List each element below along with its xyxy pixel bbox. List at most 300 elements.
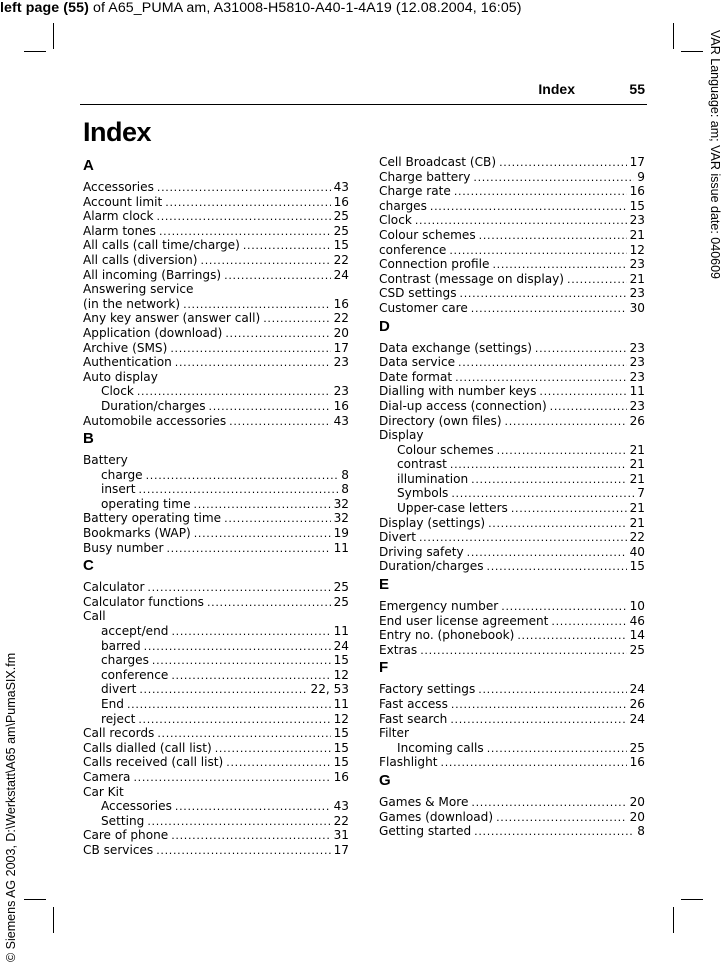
entry-page-number: 32 <box>333 496 349 511</box>
entry-label: Driving safety <box>379 544 464 559</box>
entry-page-number: 43 <box>333 413 349 428</box>
dot-leader <box>451 697 627 712</box>
dot-leader <box>263 311 330 326</box>
entry-label: Display (settings) <box>379 515 486 530</box>
entry-page-number: 20 <box>333 325 349 340</box>
entry-page-number: 21 <box>629 227 645 242</box>
entry-label: reject <box>101 711 136 726</box>
entry-label: Charge battery <box>379 169 471 184</box>
index-subentry <box>83 468 349 483</box>
index-subentry <box>379 443 645 458</box>
dot-leader <box>501 599 626 614</box>
index-entry <box>83 238 349 253</box>
entry-label: Customer care <box>379 300 468 315</box>
entry-page-number: 26 <box>629 413 645 428</box>
entry-label: Getting started <box>379 824 472 839</box>
dot-leader <box>215 741 331 756</box>
index-entry <box>83 580 349 595</box>
dot-leader <box>183 297 330 312</box>
entry-label: (in the network) <box>83 296 181 311</box>
dot-leader <box>226 755 330 770</box>
entry-label: divert <box>101 682 137 697</box>
entry-page-number: 32 <box>333 511 349 526</box>
entry-label: charge <box>101 467 143 482</box>
dot-leader <box>419 530 627 545</box>
dot-leader <box>492 257 626 272</box>
entry-page-number: 24 <box>629 682 645 697</box>
crop-mark <box>681 899 703 900</box>
entry-label: Calls dialled (call list) <box>83 740 212 755</box>
entry-label: Battery operating time <box>83 511 222 526</box>
entry-page-number: 7 <box>637 486 645 501</box>
index-entry <box>379 301 645 316</box>
index-entry <box>379 170 645 185</box>
dot-leader <box>137 384 331 399</box>
index-entry <box>379 795 645 810</box>
entry-label: operating time <box>101 496 191 511</box>
entry-label: Emergency number <box>379 599 499 614</box>
entry-page-number: 21 <box>629 515 645 530</box>
crop-mark <box>24 899 46 900</box>
dot-leader <box>415 213 627 228</box>
index-column-left <box>83 155 349 858</box>
index-group-label: Auto display <box>83 369 158 384</box>
entry-label: Camera <box>83 769 131 784</box>
dot-leader <box>449 243 626 258</box>
index-entry <box>83 511 349 526</box>
index-entry <box>83 326 349 341</box>
crop-mark <box>53 23 54 49</box>
entry-page-number: 21 <box>629 442 645 457</box>
entry-label: Dialling with number keys <box>379 384 537 399</box>
index-subentry <box>83 668 349 683</box>
entry-page-number: 16 <box>629 755 645 770</box>
entry-page-number: 19 <box>333 526 349 541</box>
entry-label: CSD settings <box>379 286 457 301</box>
index-entry <box>379 199 645 214</box>
dot-leader <box>157 180 331 195</box>
entry-label: Colour schemes <box>397 442 494 457</box>
index-entry <box>379 643 645 658</box>
index-letter-heading: G <box>379 771 391 789</box>
dot-leader <box>550 399 627 414</box>
dot-leader <box>147 814 330 829</box>
dot-leader <box>139 682 307 697</box>
dot-leader <box>175 355 331 370</box>
entry-page-number: 43 <box>333 799 349 814</box>
entry-page-number: 15 <box>629 559 645 574</box>
index-entry <box>379 341 645 356</box>
entry-page-number: 25 <box>333 223 349 238</box>
index-entry <box>379 530 645 545</box>
entry-label: Busy number <box>83 540 164 555</box>
dot-leader <box>458 355 627 370</box>
entry-label: charges <box>101 653 149 668</box>
dot-leader <box>487 559 627 574</box>
dot-leader <box>488 516 627 531</box>
index-group-label: Car Kit <box>83 784 124 799</box>
index-entry <box>379 697 645 712</box>
index-entry <box>379 213 645 228</box>
index-entry <box>83 355 349 370</box>
index-entry <box>83 770 349 785</box>
entry-label: Dial-up access (connection) <box>379 398 547 413</box>
dot-leader <box>194 497 331 512</box>
entry-label: barred <box>101 638 141 653</box>
entry-page-number: 40 <box>629 544 645 559</box>
entry-label: End user license agreement <box>379 613 549 628</box>
entry-label: Upper-case letters <box>397 501 508 516</box>
entry-label: Accessories <box>83 180 154 194</box>
index-subentry <box>379 457 645 472</box>
entry-label: Care of phone <box>83 828 169 843</box>
index-entry <box>83 224 349 239</box>
index-subentry <box>379 486 645 501</box>
entry-label: Call records <box>83 726 155 741</box>
dot-leader <box>499 155 627 170</box>
entry-page-number: 23 <box>629 257 645 272</box>
dot-leader <box>171 624 330 639</box>
index-entry <box>379 370 645 385</box>
entry-label: All incoming (Barrings) <box>83 267 222 282</box>
dot-leader <box>450 712 626 727</box>
dot-leader <box>474 824 634 839</box>
entry-page-number: 12 <box>629 242 645 257</box>
dot-leader <box>487 741 627 756</box>
entry-page-number: 22 <box>333 813 349 828</box>
entry-page-number: 17 <box>333 842 349 857</box>
entry-page-number: 12 <box>333 711 349 726</box>
entry-label: Games & More <box>379 794 469 809</box>
index-subentry <box>83 653 349 668</box>
entry-label: Automobile accessories <box>83 413 227 428</box>
index-entry <box>379 184 645 199</box>
entry-page-number: 16 <box>333 194 349 209</box>
index-entry <box>379 628 645 643</box>
index-entry <box>379 599 645 614</box>
crop-mark <box>681 51 703 52</box>
entry-page-number: 20 <box>629 794 645 809</box>
entry-label: Account limit <box>83 194 163 209</box>
entry-page-number: 23 <box>629 398 645 413</box>
entry-page-number: 22 <box>629 530 645 545</box>
index-subentry <box>83 697 349 712</box>
index-subentry <box>83 399 349 414</box>
dot-leader <box>505 414 627 429</box>
entry-label: Cell Broadcast (CB) <box>379 155 497 169</box>
dot-leader <box>147 580 330 595</box>
index-entry <box>83 195 349 210</box>
dot-leader <box>138 482 338 497</box>
entry-label: Contrast (message on display) <box>379 271 565 286</box>
crop-mark <box>53 907 54 933</box>
entry-page-number: 25 <box>333 209 349 224</box>
index-entry <box>83 726 349 741</box>
entry-label: Incoming calls <box>397 740 484 755</box>
entry-label: Date format <box>379 369 453 384</box>
dot-leader <box>157 726 330 741</box>
side-note-copyright: © Siemens AG 2003, D:\Werkstatt\A65 am\PumaSIX.fm <box>4 652 18 962</box>
dot-leader <box>471 795 626 810</box>
dot-leader <box>157 209 331 224</box>
entry-label: Charge rate <box>379 184 451 199</box>
index-subentry <box>379 501 645 516</box>
entry-page-number: 22 <box>333 252 349 267</box>
crop-mark <box>673 23 674 49</box>
dot-leader <box>133 770 330 785</box>
index-letter-heading: F <box>379 659 389 677</box>
index-entry <box>83 268 349 283</box>
dot-leader <box>144 639 331 654</box>
entry-label: Flashlight <box>379 755 438 770</box>
index-entry <box>379 755 645 770</box>
running-head-title: Index <box>538 81 575 97</box>
entry-page-number: 43 <box>333 180 349 194</box>
index-entry <box>379 257 645 272</box>
index-subentry <box>83 799 349 814</box>
index-entry <box>379 228 645 243</box>
entry-page-number: 15 <box>333 726 349 741</box>
dot-leader <box>451 486 634 501</box>
entry-label: Alarm tones <box>83 223 156 238</box>
index-entry <box>83 209 349 224</box>
entry-label: Calculator functions <box>83 594 204 609</box>
document-header <box>0 0 522 16</box>
index-entry <box>379 155 645 170</box>
entry-page-number: 23 <box>333 384 349 399</box>
index-subentry <box>83 712 349 727</box>
entry-label: insert <box>101 482 136 497</box>
entry-page-number: 24 <box>333 267 349 282</box>
entry-page-number: 21 <box>629 471 645 486</box>
index-letter-heading: A <box>83 157 94 174</box>
entry-label: illumination <box>397 471 469 486</box>
entry-page-number: 15 <box>333 740 349 755</box>
index-entry <box>379 712 645 727</box>
index-group-label: Call <box>83 609 106 624</box>
dot-leader <box>146 468 339 483</box>
entry-label: accept/end <box>101 624 169 639</box>
dot-leader <box>567 272 627 287</box>
entry-label: All calls (diversion) <box>83 252 198 267</box>
entry-page-number: 17 <box>629 155 645 169</box>
entry-page-number: 25 <box>333 594 349 609</box>
entry-page-number: 25 <box>629 740 645 755</box>
index-subentry <box>83 814 349 829</box>
dot-leader <box>165 195 330 210</box>
entry-page-number: 10 <box>629 599 645 614</box>
index-entry <box>83 741 349 756</box>
index-subentry <box>83 639 349 654</box>
index-group-label: Battery <box>83 453 128 468</box>
index-entry <box>83 755 349 770</box>
dot-leader <box>496 810 627 825</box>
index-letter-heading: D <box>379 317 390 335</box>
entry-page-number: 23 <box>629 355 645 370</box>
index-entry <box>379 384 645 399</box>
entry-page-number: 14 <box>629 628 645 643</box>
entry-label: Directory (own files) <box>379 413 502 428</box>
index-subentry <box>83 384 349 399</box>
entry-page-number: 16 <box>333 769 349 784</box>
page-number: 55 <box>629 81 645 97</box>
dot-leader <box>201 253 331 268</box>
page-title: Index <box>83 117 152 147</box>
dot-leader <box>479 228 627 243</box>
entry-page-number: 23 <box>629 340 645 355</box>
index-letter-heading: E <box>379 576 390 594</box>
entry-page-number: 30 <box>629 300 645 315</box>
index-subentry <box>83 497 349 512</box>
entry-page-number: 23 <box>629 369 645 384</box>
dot-leader <box>460 286 627 301</box>
index-entry <box>83 341 349 356</box>
dot-leader <box>455 370 627 385</box>
entry-label: Factory settings <box>379 682 476 697</box>
dot-leader <box>430 199 627 214</box>
index-letter-heading: C <box>83 557 94 575</box>
index-group-label: Answering service <box>83 282 194 297</box>
index-entry <box>83 311 349 326</box>
header-page-ref: left page (55) <box>0 0 89 16</box>
entry-page-number: 8 <box>637 824 645 839</box>
entry-page-number: 25 <box>629 642 645 657</box>
entry-label: Any key answer (answer call) <box>83 311 261 326</box>
dot-leader <box>535 341 627 356</box>
entry-label: charges <box>379 198 427 213</box>
entry-page-number: 22, 53 <box>310 682 349 697</box>
entry-page-number: 16 <box>629 184 645 199</box>
entry-page-number: 22 <box>333 311 349 326</box>
dot-leader <box>209 399 331 414</box>
dot-leader <box>420 643 626 658</box>
entry-page-number: 11 <box>333 697 349 711</box>
index-entry <box>379 824 645 839</box>
index-entry <box>379 682 645 697</box>
index-entry <box>83 843 349 858</box>
index-entry <box>379 516 645 531</box>
entry-label: Data service <box>379 355 456 370</box>
entry-label: Fast access <box>379 697 448 711</box>
entry-label: Fast search <box>379 711 448 726</box>
index-entry <box>379 545 645 560</box>
entry-label: Application (download) <box>83 325 223 340</box>
index-entry <box>379 614 645 629</box>
index-column-right <box>379 155 645 839</box>
entry-page-number: 16 <box>333 398 349 413</box>
dot-leader <box>441 755 627 770</box>
entry-label: conference <box>379 242 447 257</box>
dot-leader <box>225 326 330 341</box>
entry-label: Clock <box>379 213 412 228</box>
dot-leader <box>127 697 331 712</box>
entry-label: End <box>101 697 124 711</box>
index-entry <box>83 253 349 268</box>
index-entry <box>379 286 645 301</box>
entry-label: Divert <box>379 530 416 545</box>
entry-label: All calls (call time/charge) <box>83 238 240 253</box>
index-subentry <box>379 741 645 756</box>
dot-leader <box>471 301 627 316</box>
entry-label: Games (download) <box>379 809 494 824</box>
entry-label: Clock <box>101 384 134 399</box>
entry-label: Alarm clock <box>83 209 154 224</box>
dot-leader <box>497 443 627 458</box>
index-entry <box>379 272 645 287</box>
entry-page-number: 8 <box>341 467 349 482</box>
entry-label: Calls received (call list) <box>83 755 224 770</box>
index-entry <box>379 355 645 370</box>
entry-page-number: 21 <box>629 457 645 472</box>
index-entry <box>379 243 645 258</box>
entry-page-number: 23 <box>629 286 645 301</box>
entry-label: Accessories <box>101 799 172 814</box>
index-entry <box>83 828 349 843</box>
entry-page-number: 21 <box>629 501 645 516</box>
entry-page-number: 24 <box>629 711 645 726</box>
dot-leader <box>171 828 330 843</box>
entry-page-number: 23 <box>629 213 645 228</box>
header-file-info: of A65_PUMA am, A31008-H5810-A40-1-4A19 (12.08.2004, 16:05) <box>88 0 522 16</box>
entry-page-number: 9 <box>637 169 645 184</box>
dot-leader <box>511 501 627 516</box>
index-entry <box>83 297 349 312</box>
dot-leader <box>539 384 626 399</box>
crop-mark <box>24 51 46 52</box>
index-subentry <box>83 482 349 497</box>
dot-leader <box>473 170 634 185</box>
index-group-label: Display <box>379 428 424 443</box>
index-entry <box>83 595 349 610</box>
entry-label: Symbols <box>397 486 449 501</box>
index-entry <box>83 541 349 556</box>
entry-page-number: 17 <box>333 340 349 355</box>
entry-page-number: 15 <box>333 653 349 668</box>
entry-page-number: 11 <box>333 540 349 555</box>
entry-page-number: 21 <box>629 271 645 286</box>
crop-mark <box>673 907 674 933</box>
dot-leader <box>471 472 626 487</box>
index-letter-heading: B <box>83 430 94 448</box>
entry-page-number: 25 <box>333 580 349 595</box>
entry-page-number: 31 <box>333 828 349 843</box>
entry-label: Entry no. (phonebook) <box>379 628 515 643</box>
dot-leader <box>551 614 626 629</box>
entry-label: Duration/charges <box>379 559 484 574</box>
entry-label: Setting <box>101 813 145 828</box>
dot-leader <box>156 843 330 858</box>
index-entry <box>83 180 349 195</box>
entry-label: Extras <box>379 642 418 657</box>
entry-page-number: 20 <box>629 809 645 824</box>
entry-page-number: 11 <box>629 384 645 399</box>
entry-page-number: 8 <box>341 482 349 497</box>
index-group-label: Filter <box>379 726 409 741</box>
entry-label: Bookmarks (WAP) <box>83 526 191 541</box>
entry-page-number: 26 <box>629 697 645 711</box>
dot-leader <box>171 668 330 683</box>
entry-page-number: 11 <box>333 624 349 639</box>
index-subentry <box>379 472 645 487</box>
entry-page-number: 24 <box>333 638 349 653</box>
index-entry <box>379 414 645 429</box>
index-entry <box>379 810 645 825</box>
entry-label: CB services <box>83 842 154 857</box>
entry-label: Colour schemes <box>379 227 476 242</box>
dot-leader <box>166 541 330 556</box>
dot-leader <box>224 268 330 283</box>
index-entry <box>379 399 645 414</box>
